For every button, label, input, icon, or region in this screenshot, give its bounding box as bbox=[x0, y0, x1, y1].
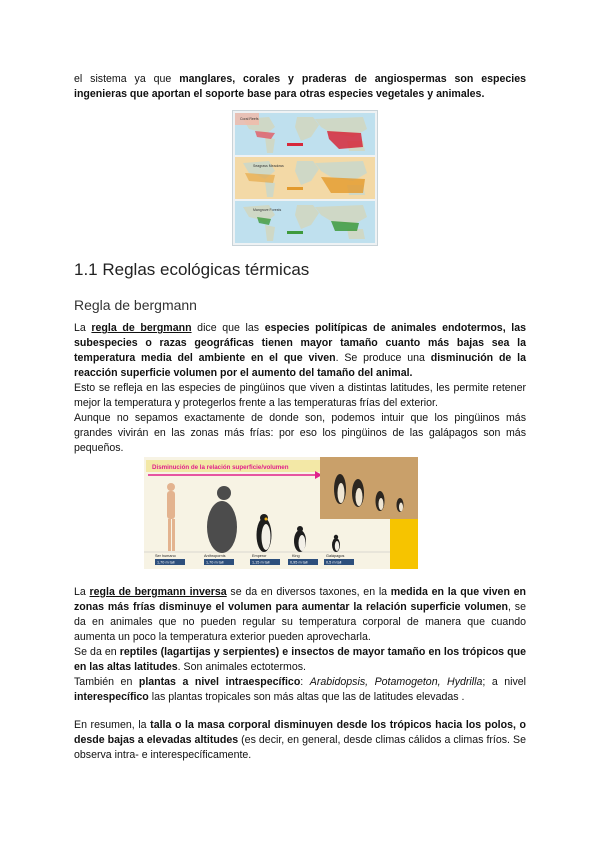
label-king-name: King bbox=[292, 554, 300, 558]
label-emperor-name: Emperor bbox=[252, 554, 267, 558]
label-galapagos-name: Galápagos bbox=[326, 554, 345, 558]
bergmann-paragraph: La regla de bergmann dice que las especies politípicas de animales endotermos, las subespecies o razas geográficas tienen mayor tamaño cuanto más bajas sea la temperatura media del ambiente en el que viven. Se produce una disminución de la reacción superficie volumen por el aumento del tamaño del animal. bbox=[74, 322, 526, 379]
coral-reef-map bbox=[235, 113, 375, 155]
inverse-rule-term: regla de bergmann inversa bbox=[89, 586, 227, 598]
coral-reef-map-panel bbox=[235, 113, 375, 155]
inverse-bergmann-paragraph: La regla de bergmann inversa se da en diversos taxones, en la medida en la que viven en zonas más frías disminuye el volumen para aumentar la relación superficie volumen, se da en animales que no pueden regular su temperatura corporal de manera que cuando aumenta un poco la temperatura exterior pueden aprovecharla. bbox=[74, 586, 527, 643]
bergmann-penguin-paragraph: Esto se refleja en las especies de pingüinos que viven a distintas latitudes, les permite retener mejor la temperatura y protegerlos frente a las temperaturas frías del exterior. bbox=[74, 382, 526, 409]
seagrass-map bbox=[235, 157, 375, 199]
human-silhouette bbox=[167, 483, 175, 551]
label-galapagos-value: 0,5 m tall bbox=[326, 560, 342, 565]
label-king-value: 0,95 m tall bbox=[290, 560, 308, 565]
ecosystem-distribution-maps bbox=[232, 110, 378, 246]
bergmann-rule-term: regla de bergmann bbox=[91, 322, 192, 334]
banner-title: Disminución de la relación superficie/volumen bbox=[152, 464, 289, 471]
label-emperor-value: 1,15 m tall bbox=[252, 560, 270, 565]
penguin-size-illustration bbox=[144, 457, 418, 569]
label-anthropornis-name: Anthropornis bbox=[204, 554, 226, 558]
mangrove-map bbox=[235, 201, 375, 243]
mangrove-title: Mangrove Forests bbox=[253, 208, 282, 212]
intro-text: el sistema ya que bbox=[74, 73, 180, 85]
coral-reef-title: Coral Reefs bbox=[240, 117, 259, 121]
section-title: 1.1 Reglas ecológicas térmicas bbox=[74, 260, 310, 279]
mangrove-map-panel bbox=[235, 201, 375, 243]
summary-paragraph: En resumen, la talla o la masa corporal disminuyen desde los trópicos hacia los polos, o desde bajas a elevadas altitudes (es decir, en general, desde climas cálidos a climas fríos. Se observa intra- e interespecíficamente. bbox=[74, 719, 526, 761]
seagrass-map-panel bbox=[235, 157, 375, 199]
plants-paragraph: También en plantas a nivel intraespecífico: Arabidopsis, Potamogeton, Hydrilla; a nivel interespecífico las plantas tropicales son más altas que las de latitudes elevadas . bbox=[74, 676, 527, 703]
label-anthropornis-value: 1,70 m tall bbox=[206, 560, 224, 565]
yellow-side-bar bbox=[390, 519, 418, 569]
label-human-value: 1,70 m tall bbox=[157, 560, 175, 565]
reptiles-paragraph: Se da en reptiles (lagartijas y serpientes) e insectos de mayor tamaño en los trópicos que en las altas latitudes. Son animales ectotermos. bbox=[74, 646, 526, 673]
subsection-title: Regla de bergmann bbox=[74, 297, 197, 313]
bergmann-galapagos-paragraph: Aunque no sepamos exactamente de donde son, podemos intuir que los pingüinos más grandes vivirán en las zonas más frías: por eso los pingüinos de las galápagos son más pequeños. bbox=[74, 412, 526, 454]
seagrass-title: Seagrass Meadows bbox=[253, 164, 284, 168]
label-human-name: Ser humano bbox=[155, 554, 176, 558]
intro-bold-text: manglares, corales y praderas de angiospermas son especies ingenieras que aportan el soporte base para otras especies vegetales y animales. bbox=[74, 73, 526, 100]
intro-paragraph bbox=[74, 72, 526, 102]
penguin-size-figure bbox=[144, 457, 418, 569]
